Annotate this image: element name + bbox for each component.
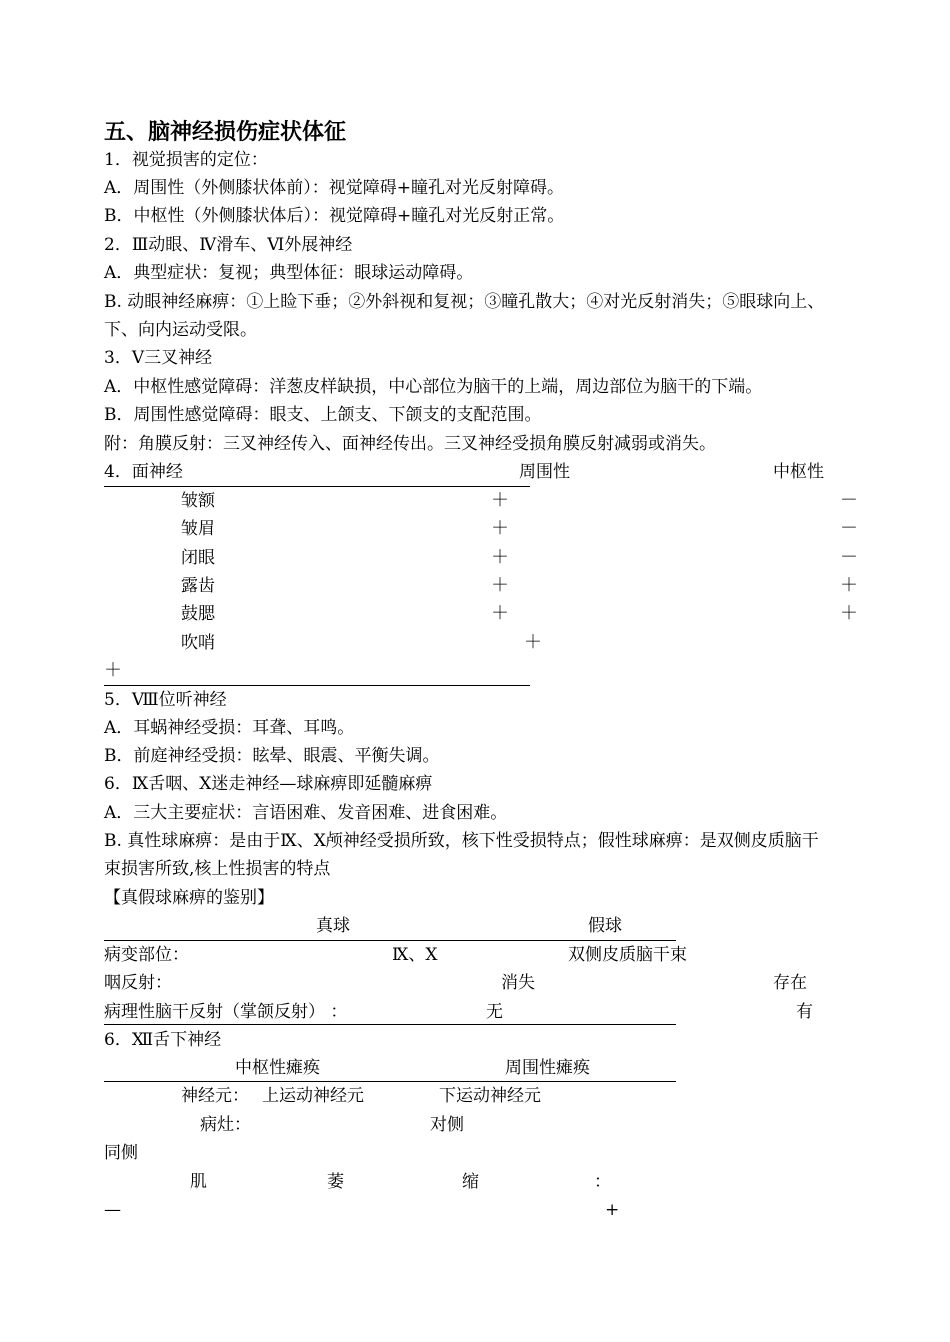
hypoglossal-col-peripheral: 周围性瘫痪 [505,1058,590,1078]
hypoglossal-row-peripheral: 同侧 [104,1143,138,1163]
facial-row-label: 皱额 [181,491,215,511]
bulbar-row-label: 咽反射： [104,973,172,993]
bulbar-col-false: 假球 [588,916,622,936]
section-6-item-b-line2: 束损害所致,核上性损害的特点 [104,859,331,879]
bulbar-table-title: 【真假球麻痹的鉴别】 [104,888,274,908]
bulbar-table-bottom-rule [104,1024,676,1025]
facial-table-bottom-rule [104,685,530,686]
facial-row-central: ＋ [840,575,858,596]
facial-row-central: ＋ [840,603,858,624]
section-5-item-a: A．耳蜗神经受损：耳聋、耳鸣。 [104,718,355,738]
facial-row-central: － [840,547,858,568]
section-2-item-a: A．典型症状：复视；典型体征：眼球运动障碍。 [104,263,474,283]
bulbar-row-false: 双侧皮质脑干束 [568,945,687,965]
facial-row-peripheral: ＋ [491,603,509,624]
section-6-heading: 6．Ⅸ舌咽、Ⅹ迷走神经—球麻痹即延髓麻痹 [104,774,433,794]
facial-row-label: 鼓腮 [181,604,215,624]
hypoglossal-row-label-char: 肌 [190,1172,207,1192]
section-2-item-b-line2: 下、向内运动受限。 [104,320,257,340]
bulbar-row-label: 病变部位： [104,945,189,965]
hypoglossal-row-label-char: ： [594,1172,611,1192]
facial-table-top-rule [104,486,530,487]
bulbar-row-true: 消失 [501,973,535,993]
section-3-note: 附：角膜反射：三叉神经传入、面神经传出。三叉神经受损角膜反射减弱或消失。 [104,434,716,454]
hypoglossal-row-label: 神经元： [181,1086,249,1106]
facial-row-central: － [840,490,858,511]
facial-row-peripheral: ＋ [491,518,509,539]
section-2-heading: 2．Ⅲ动眼、Ⅳ滑车、Ⅵ外展神经 [104,235,353,255]
facial-row-central: ＋ [104,660,122,681]
facial-row-peripheral: ＋ [524,632,542,653]
bulbar-row-label: 病理性脑干反射（掌颌反射） ： [104,1002,348,1022]
section-3-item-a: A．中枢性感觉障碍：洋葱皮样缺损，中心部位为脑干的上端，周边部位为脑干的下端。 [104,377,763,397]
section-1-item-b: B．中枢性（外侧膝状体后）：视觉障碍+瞳孔对光反射正常。 [104,206,565,226]
hypoglossal-row-central: 上运动神经元 [262,1086,364,1106]
bulbar-row-false: 存在 [773,973,807,993]
hypoglossal-row-peripheral: + [605,1200,620,1220]
section-1-item-a: A．周围性（外侧膝状体前）：视觉障碍+瞳孔对光反射障碍。 [104,178,565,198]
facial-row-central: － [840,518,858,539]
section-5-heading: 5．Ⅷ位听神经 [104,690,227,710]
facial-col-central: 中枢性 [773,462,824,482]
hypoglossal-row-central: — [104,1200,121,1220]
facial-col-peripheral: 周围性 [519,462,570,482]
section-6-item-a: A．三大主要症状：言语困难、发音困难、进食困难。 [104,803,508,823]
facial-row-peripheral: ＋ [491,547,509,568]
hypoglossal-row-label-char: 缩 [462,1172,479,1192]
bulbar-row-false: 有 [796,1002,813,1022]
hypoglossal-row-peripheral: 下运动神经元 [439,1086,541,1106]
hypoglossal-row-central: 对侧 [430,1115,464,1135]
section-5-item-b: B．前庭神经受损：眩晕、眼震、平衡失调。 [104,746,440,766]
section-1-heading: 1．视觉损害的定位： [104,150,268,170]
bulbar-row-true: 无 [486,1002,503,1022]
facial-row-label: 露齿 [181,576,215,596]
bulbar-table-top-rule [104,940,676,941]
facial-row-label: 皱眉 [181,519,215,539]
facial-row-label: 吹哨 [181,633,215,653]
section-4-heading: 4．面神经 [104,462,183,482]
facial-row-peripheral: ＋ [491,575,509,596]
bulbar-col-true: 真球 [316,916,350,936]
facial-row-peripheral: ＋ [491,490,509,511]
hypoglossal-row-label: 病灶： [200,1115,251,1135]
hypoglossal-col-central: 中枢性瘫痪 [235,1058,320,1078]
page-title: 五、脑神经损伤症状体征 [104,120,347,145]
hypoglossal-row-label-char: 萎 [327,1172,344,1192]
section-3-item-b: B．周围性感觉障碍：眼支、上颌支、下颌支的支配范围。 [104,405,542,425]
bulbar-row-true: Ⅸ、Ⅹ [392,945,438,965]
section-3-heading: 3．Ⅴ三叉神经 [104,348,213,368]
section-2-item-b-line1: B. 动眼神经麻痹：①上睑下垂；②外斜视和复视；③瞳孔散大；④对光反射消失；⑤眼球向上、 [104,292,825,312]
section-6-item-b-line1: B. 真性球麻痹：是由于Ⅸ、Ⅹ颅神经受损所致，核下性受损特点；假性球麻痹：是双侧皮质脑干 [104,831,819,851]
facial-row-label: 闭眼 [181,548,215,568]
hypoglossal-table-rule [104,1081,676,1082]
section-7-heading: 6．Ⅻ舌下神经 [104,1030,222,1050]
